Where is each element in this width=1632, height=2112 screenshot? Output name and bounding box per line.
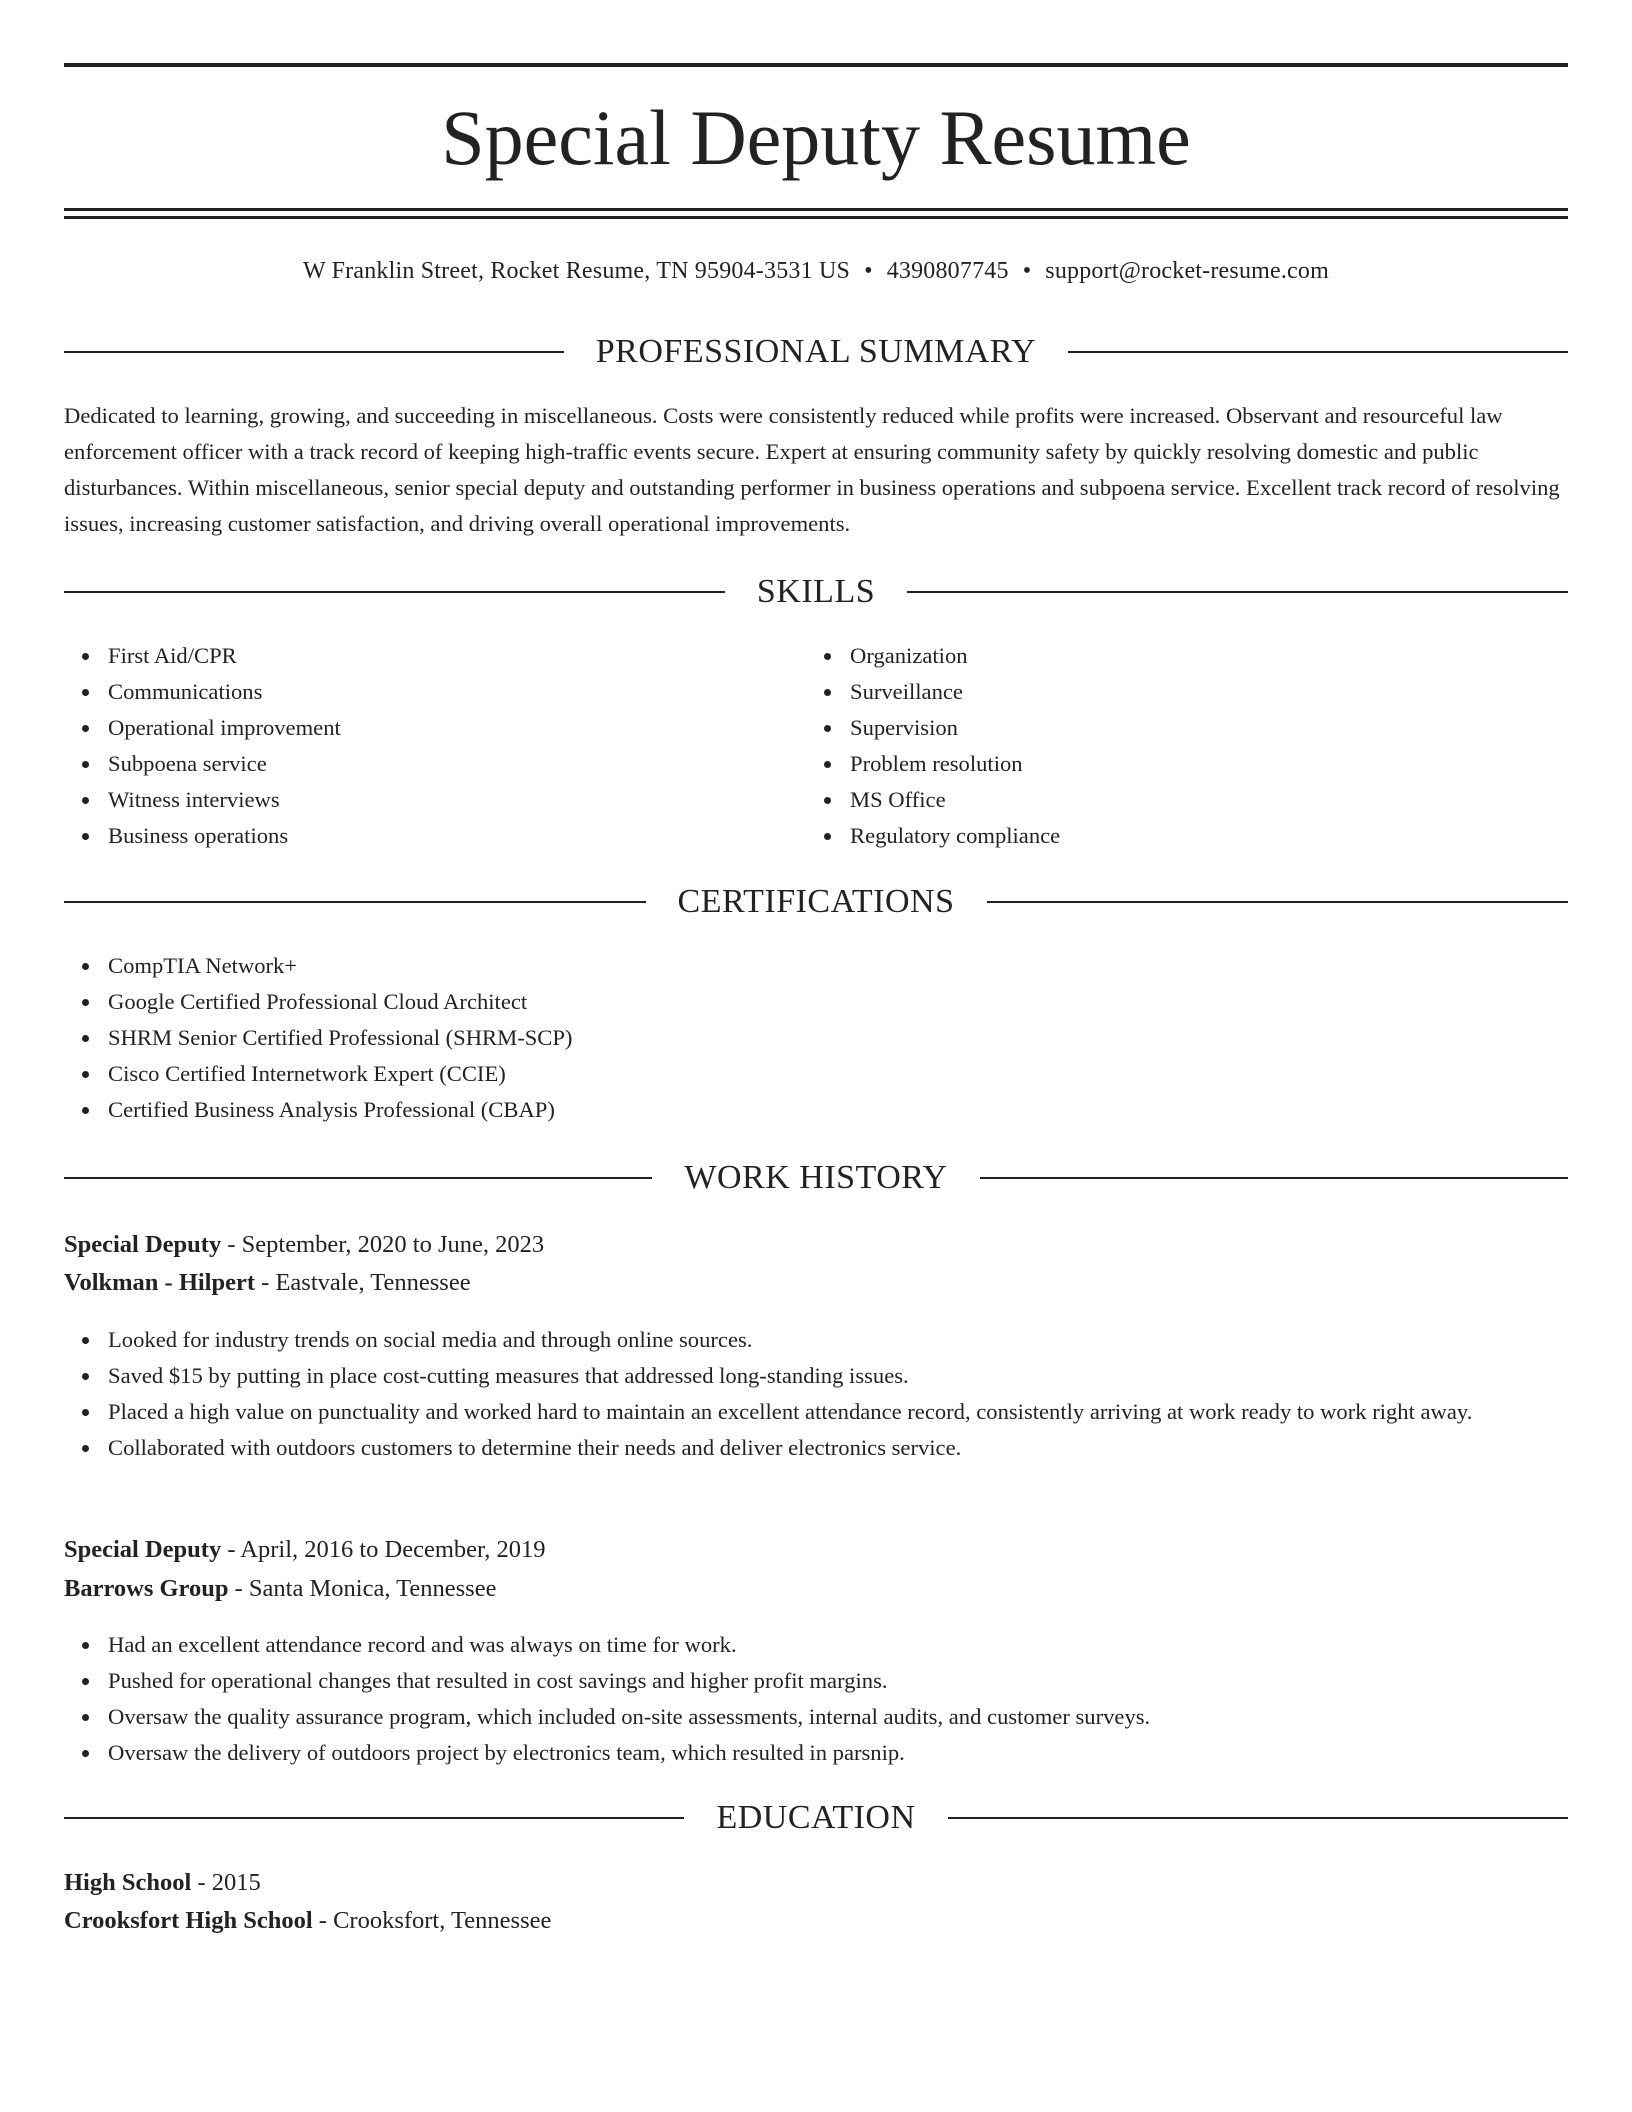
skill-item: MS Office xyxy=(850,782,1550,818)
education-heading-text: EDUCATION xyxy=(716,1799,916,1836)
skill-item: Witness interviews xyxy=(108,782,788,818)
certifications-list xyxy=(64,948,1568,1128)
skills-heading xyxy=(64,572,1568,612)
job-location: Eastvale, Tennessee xyxy=(275,1269,471,1296)
skills-list-left xyxy=(64,638,788,854)
skill-item: Organization xyxy=(850,638,1550,674)
certification-item: Certified Business Analysis Professional (CBAP) xyxy=(108,1092,1568,1128)
job-company-line xyxy=(64,1572,496,1606)
contact-address: W Franklin Street, Rocket Resume, TN 95904-3531 US xyxy=(303,258,851,284)
job-company: Volkman - Hilpert xyxy=(64,1269,256,1296)
certifications-heading xyxy=(64,882,1568,922)
skills-list-right xyxy=(806,638,1550,854)
contact-line xyxy=(64,255,1568,287)
job-dates: April, 2016 to December, 2019 xyxy=(240,1536,546,1563)
summary-heading xyxy=(64,332,1568,372)
resume-title: Special Deputy Resume xyxy=(441,94,1191,181)
skill-item: Regulatory compliance xyxy=(850,818,1550,854)
education-dash: - xyxy=(191,1869,212,1896)
job-bullet: Pushed for operational changes that resulted in cost savings and higher profit margins. xyxy=(108,1663,1568,1699)
education-school-line xyxy=(64,1904,551,1938)
contact-separator: • xyxy=(1022,258,1032,284)
job-bullet: Looked for industry trends on social media and through online sources. xyxy=(108,1322,1568,1358)
certifications-heading-text: CERTIFICATIONS xyxy=(677,883,955,920)
heading-rule-left xyxy=(64,1177,652,1179)
education-school: Crooksfort High School xyxy=(64,1907,313,1934)
skills-heading-text: SKILLS xyxy=(756,573,876,610)
heading-rule-left xyxy=(64,351,564,353)
education-heading xyxy=(64,1798,1568,1838)
education-year: 2015 xyxy=(211,1869,261,1896)
certification-item: Cisco Certified Internetwork Expert (CCIE) xyxy=(108,1056,1568,1092)
skill-item: Problem resolution xyxy=(850,746,1550,782)
job-dash: - xyxy=(221,1536,241,1563)
top-rule xyxy=(64,63,1568,67)
skill-item: Communications xyxy=(108,674,788,710)
summary-text: Dedicated to learning, growing, and succeeding in miscellaneous. Costs were consistently reduced while profits were increased. Observant and resourceful law enforcement officer with a track record of keeping high-traffic events secure. Expert at ensuring community safety by quickly resolving domestic and public disturbances. Within miscellaneous, senior special deputy and outstanding performer in business operations and subpoena service. Excellent track record of resolving issues, increasing customer satisfaction, and driving overall operational improvements. xyxy=(64,403,1560,536)
heading-rule-right xyxy=(980,1177,1568,1179)
job-title: Special Deputy xyxy=(64,1536,222,1563)
job-bullets xyxy=(64,1322,1568,1466)
job-bullet: Saved $15 by putting in place cost-cutting measures that addressed long-standing issues. xyxy=(108,1358,1568,1394)
education-location: Crooksfort, Tennessee xyxy=(333,1907,552,1934)
job-bullet: Oversaw the quality assurance program, which included on-site assessments, internal audits, and customer surveys. xyxy=(108,1699,1568,1735)
job-dash: - xyxy=(228,1575,249,1602)
job-bullet: Collaborated with outdoors customers to determine their needs and deliver electronics service. xyxy=(108,1430,1568,1466)
education-degree: High School xyxy=(64,1869,192,1896)
contact-email[interactable]: support@rocket-resume.com xyxy=(1045,258,1329,284)
skill-item: Operational improvement xyxy=(108,710,788,746)
heading-rule-left xyxy=(64,901,646,903)
job-company-line xyxy=(64,1266,471,1300)
job-dash: - xyxy=(255,1269,276,1296)
job-location: Santa Monica, Tennessee xyxy=(248,1575,497,1602)
job-dash: - xyxy=(221,1231,242,1258)
certification-item: Google Certified Professional Cloud Architect xyxy=(108,984,1568,1020)
heading-rule-right xyxy=(948,1817,1568,1819)
work-heading-text: WORK HISTORY xyxy=(684,1159,948,1196)
job-title-line xyxy=(64,1533,545,1567)
education-dash: - xyxy=(312,1907,334,1934)
title-rule-upper xyxy=(64,208,1568,211)
job-company: Barrows Group xyxy=(64,1575,229,1602)
heading-rule-right xyxy=(987,901,1569,903)
skill-item: First Aid/CPR xyxy=(108,638,788,674)
skill-item: Subpoena service xyxy=(108,746,788,782)
education-degree-line xyxy=(64,1866,261,1900)
title-rule-lower xyxy=(64,216,1568,219)
job-title: Special Deputy xyxy=(64,1231,222,1258)
job-bullet: Placed a high value on punctuality and worked hard to maintain an excellent attendance record, consistently arriving at work ready to work right away. xyxy=(108,1394,1568,1430)
job-title-line xyxy=(64,1228,544,1262)
certification-item: SHRM Senior Certified Professional (SHRM-SCP) xyxy=(108,1020,1568,1056)
skill-item: Business operations xyxy=(108,818,788,854)
skill-item: Surveillance xyxy=(850,674,1550,710)
contact-separator: • xyxy=(864,258,873,284)
work-heading xyxy=(64,1158,1568,1198)
job-bullets xyxy=(64,1627,1568,1771)
job-bullet: Oversaw the delivery of outdoors project by electronics team, which resulted in parsnip. xyxy=(108,1735,1568,1771)
heading-rule-left xyxy=(64,591,725,593)
heading-rule-right xyxy=(1068,351,1568,353)
skill-item: Supervision xyxy=(850,710,1550,746)
summary-heading-text: PROFESSIONAL SUMMARY xyxy=(595,333,1037,370)
job-dates: September, 2020 to June, 2023 xyxy=(241,1231,545,1258)
job-bullet: Had an excellent attendance record and was always on time for work. xyxy=(108,1627,1568,1663)
heading-rule-left xyxy=(64,1817,684,1819)
contact-phone[interactable]: 4390807745 xyxy=(886,258,1009,284)
heading-rule-right xyxy=(907,591,1568,593)
certification-item: CompTIA Network+ xyxy=(108,948,1568,984)
